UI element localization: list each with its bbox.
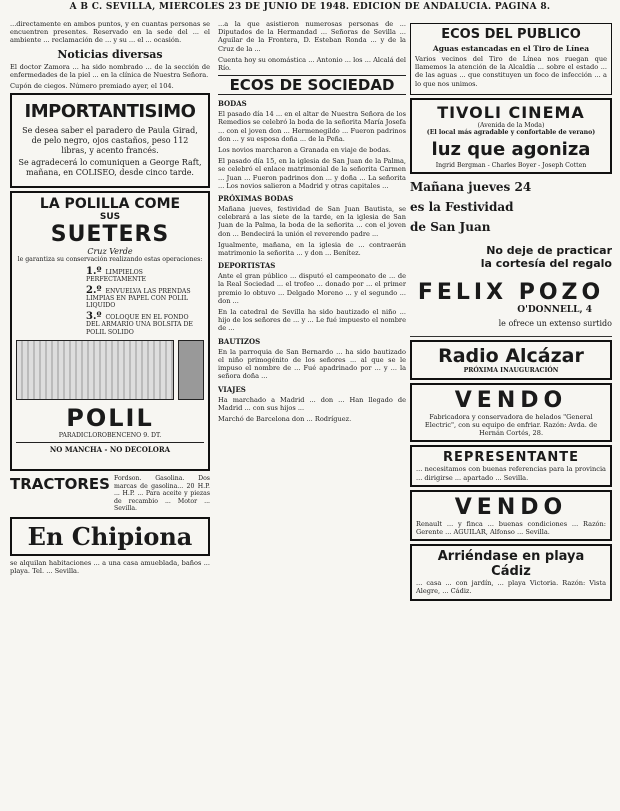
polil-logo: POLIL — [66, 403, 154, 432]
marcha-text: Cuenta hoy su onomástica ... Antonio ... los ... Alcalá del Río. — [218, 55, 406, 73]
polilla-brand: Cruz Verde — [87, 247, 133, 257]
polilla-step-1: 1.º LIMPIELOS PERFECTAMENTE — [86, 265, 147, 284]
regreso-text: Marchó de Barcelona don ... Rodríguez. — [218, 414, 352, 423]
ecos-publico-title: ECOS DEL PUBLICO — [441, 27, 581, 42]
polilla-steps — [16, 265, 204, 336]
vendo2-text: Renault ... y finca ... buenas condiciones ... Razón: Gerente ... AGUILAR, Alfonso ... Sevilla. — [416, 519, 606, 537]
bautizos-caption: BAUTIZOS — [218, 336, 261, 346]
bautizos-text: En la parroquia de San Bernardo ... ha sido bautizado el niño primogénito de los señores ... al que se le impuso el nombre de ... Fué apadrinado por ... y ... la señora doña ... — [218, 347, 406, 381]
ecos-publico-text: Varios vecinos del Tiro de Línea nos ruegan que llamemos la atención de la Alcaldía ... sobre el estado ... de las aguas ... que constituyen un foco de infección ... a lo que nos unimos. — [415, 55, 607, 88]
polilla-intro: le garantiza su conservación realizando estas operaciones: — [17, 256, 203, 264]
arriendase-text: ... casa ... con jardín, ... playa Victoria. Razón: Vista Alegre, ... Cádiz. — [416, 579, 606, 596]
radio-sub: PRÓXIMA INAUGURACIÓN — [463, 367, 559, 375]
deportistas-caption: DEPORTISTAS — [218, 261, 276, 271]
page-header: A B C. SEVILLA, MIÉRCOLES 23 DE JUNIO DE 1948. EDICIÓN DE ANDALUCÍA. PAGINA 8. — [69, 2, 551, 12]
representante-title: REPRESENTANTE — [443, 450, 579, 466]
proximas-text: Mañana jueves, festividad de San Juan Bautista, se celebrará a las siete de la tarde, en la iglesia de San Juan de la Palma, la boda de la señorita ... con el joven don ... Bendecirá la unión el reverendo padre ... — [218, 205, 406, 238]
representante-text: ... necesitamos con buenas referencias para la provincia ... dirigirse ... apartado ... Sevilla. — [416, 465, 606, 482]
importantisimo-title: IMPORTANTISIMO — [24, 101, 196, 123]
tractores-text: Fordson. Gasolina. Dos marcas de gasolina... 20 H.P. ... H.P. ... Para aceite y piezas de recambio ... Motor ... Sevilla. — [113, 475, 210, 513]
polilla-title2: SUETERS — [50, 222, 170, 248]
tivoli-film: luz que agoniza — [431, 138, 591, 160]
col2-intro: ...a la que asistieron numerosas personas de ... Diputados de la Hermandad ... Señoras de Sevilla ... Aguilar de la Frontera, D. Esteban Ronda ... y de la Cruz de la ... — [218, 20, 406, 53]
arriendase-ad — [410, 544, 612, 600]
viajes-caption: VIAJES — [218, 384, 246, 394]
tractores-ad — [10, 475, 210, 513]
polilla-step-3: 3.º COLOQUE EN EL FONDO DEL ARMARIO UNA BOLSITA DE POLIL SOLIDO — [86, 310, 193, 336]
ecos-publico-sub: Aguas estancadas en el Tiro de Línea — [432, 44, 590, 53]
bodas-caption: BODAS — [218, 99, 247, 109]
representante-ad — [410, 445, 612, 486]
chipiona-text: se alquilan habitaciones ... a una casa amueblada, baños ... playa. Tel. ... Sevilla. — [10, 558, 210, 575]
importantisimo-line2: Se agradecerá lo comuniquen a George Raft, mañana, en COLISEO, desde cinco tarde. — [18, 158, 202, 178]
column-1 — [10, 20, 210, 809]
wardrobe-illustration — [16, 340, 204, 400]
vendo1-ad — [410, 383, 612, 443]
polilla-step-2: 2.º ENVUELVA LAS PRENDAS LIMPIAS EN PAPEL CON POLIL LIQUIDO — [86, 284, 191, 310]
natalicios-text: Igualmente, mañana, en la iglesia de ... contraerán matrimonio la señorita ... y don ... Benítez. — [218, 240, 406, 258]
divider — [410, 336, 612, 337]
cupon-text: Cupón de ciegos. Número premiado ayer, el 104. — [10, 82, 174, 91]
tivoli-note: (El local más agradable y confortable de verano) — [426, 129, 596, 137]
noticias-text: El doctor Zamora ... ha sido nombrado ... de la sección de enfermedades de la piel ... en la clínica de Nuestra Señora. — [10, 62, 210, 79]
proximas-caption: PRÓXIMAS BODAS — [218, 194, 294, 204]
bodas-text-2: Los novios marcharon a Granada en viaje de bodas. — [218, 146, 391, 155]
surtido-text: le ofrece un extenso surtido — [498, 319, 612, 329]
column-3 — [410, 20, 612, 809]
polilla-ad — [10, 191, 210, 471]
cortesia-text: la cortesía del regalo — [480, 257, 612, 271]
tivoli-ad — [410, 98, 612, 175]
column-2 — [218, 20, 406, 809]
chipiona-title: En Chipiona — [27, 521, 193, 551]
radio-title: Radio Alcázar — [438, 345, 584, 368]
tivoli-title: TIVOLI CINEMA — [437, 102, 585, 122]
vendo2-title: VENDO — [454, 494, 568, 520]
col1-intro: ...directamente en ambos puntos, y en cuantas personas se encuentren presentes. Reservado en la sede del ... el ambiente ... reclamación de ... y su ... el ... ocasión. — [10, 20, 210, 45]
bodas-text-3: El pasado día 15, en la iglesia de San Juan de la Palma, se celebró el enlace matrimonial de la señorita Carmen ... Juan ... Fueron padrinos don ... y doña ... La señorita ... Los novios salieron a Madrid y otras capitales ... — [218, 157, 406, 190]
tivoli-cast: Ingrid Bergman - Charles Boyer - Joseph Cotten — [435, 161, 587, 169]
noticias-title: Noticias diversas — [57, 47, 163, 61]
festividad-text: es la Festividad — [410, 200, 514, 215]
ecos-publico-box — [410, 23, 612, 95]
deportistas-text: Ante el gran público ... disputó el campeonato de ... de la Real Sociedad ... el trofeo ... donado por ... el primer premio lo obtuvo ... Delgado Moreno ... y el segundo ... don ... — [218, 272, 406, 305]
bodas-text-1: El pasado día 14 ... en el altar de Nuestra Señora de los Remedios se celebró la boda de la señorita María Josefa ... con el joven don ... Hermenegildo ... Fueron padrinos don ... y su esposa doña ... de la Peña. — [218, 110, 406, 143]
radio-ad — [410, 340, 612, 380]
vendo2-ad — [410, 490, 612, 541]
ecos-sociedad-title: ECOS DE SOCIEDAD — [218, 75, 406, 95]
importantisimo-line1: Se desea saber el paradero de Paula Girad, de pelo negro, ojos castaños, peso 112 libras, y acento francés. — [22, 126, 198, 156]
tivoli-sub: (Avenida de la Moda) — [477, 121, 545, 129]
arriendase-title: Arriéndase en playa Cádiz — [437, 549, 585, 580]
ecos2-text: En la catedral de Sevilla ha sido bautizado el niño ... hijo de los señores de ... y ... Le fué impuesto el nombre de ... — [218, 308, 406, 333]
drawer-icon — [16, 340, 174, 400]
vendo1-text: Fabricadora y conservadora de helados "General Electric", con su equipo de enfriar. Razón: Avda. de Hernán Cortés, 28. — [424, 412, 598, 438]
manana-text: Mañana jueves 24 — [410, 180, 532, 195]
polilla-sus: SUS — [99, 212, 121, 223]
bottle-icon — [178, 340, 204, 400]
importantisimo-ad — [10, 93, 210, 188]
tractores-title: TRACTORES — [10, 475, 110, 494]
sanjuan-text: de San Juan — [410, 220, 491, 235]
no-deje-text: No deje de practicar — [486, 244, 612, 258]
vendo1-title: VENDO — [454, 387, 568, 413]
polilla-title1: LA POLILLA COME — [39, 196, 181, 213]
chipiona-ad — [10, 517, 210, 556]
viajes-text: Ha marchado a Madrid ... don ... Han llegado de Madrid ... con sus hijos ... — [218, 395, 406, 412]
felix-pozo-ad — [410, 180, 612, 328]
odonnell-text: O'DONNELL, 4 — [517, 305, 592, 316]
felix-title: FELIX POZO — [417, 280, 605, 306]
polil-footer: NO MANCHA - NO DECOLORA — [16, 442, 204, 454]
polil-sub: PARADICLOROBENCENO 9. DT. — [58, 431, 162, 439]
